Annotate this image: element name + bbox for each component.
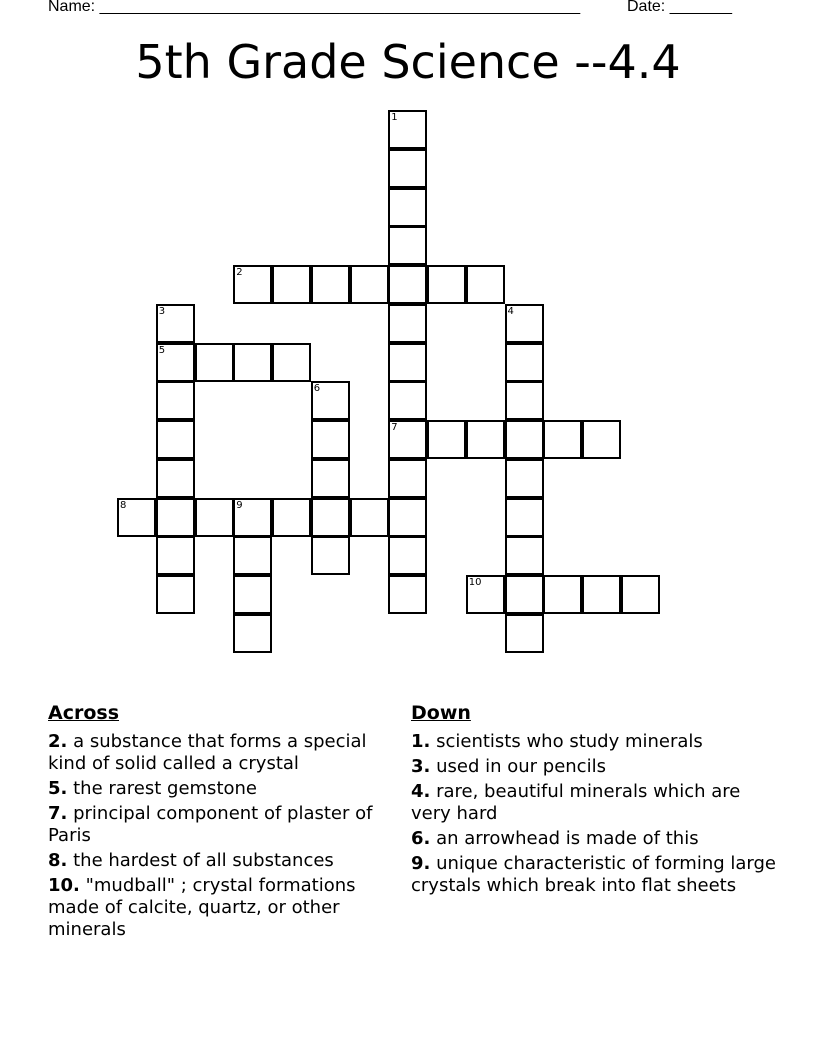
clue-across-10 (48, 875, 408, 941)
clue-number: 1. (411, 731, 431, 752)
crossword-cell[interactable] (156, 420, 195, 459)
crossword-cell[interactable] (466, 575, 505, 614)
crossword-cell[interactable] (311, 381, 350, 420)
crossword-cell[interactable] (505, 575, 544, 614)
crossword-cell[interactable] (388, 575, 427, 614)
crossword-cell[interactable] (388, 498, 427, 537)
crossword-cell[interactable] (388, 265, 427, 304)
crossword-cell[interactable] (233, 265, 272, 304)
crossword-cell[interactable] (582, 575, 621, 614)
clue-across-7 (48, 803, 408, 847)
clue-text: unique characteristic of forming large crystals which break into flat sheets (411, 853, 777, 896)
cell-number: 4 (507, 305, 514, 317)
crossword-cell[interactable] (427, 420, 466, 459)
clue-down-9 (411, 853, 781, 897)
crossword-cell[interactable] (427, 265, 466, 304)
clue-text: the rarest gemstone (67, 778, 257, 799)
clue-down-4 (411, 781, 781, 825)
crossword-cell[interactable] (156, 304, 195, 343)
crossword-cell[interactable] (505, 498, 544, 537)
across-heading: Across (48, 702, 120, 724)
crossword-cell[interactable] (388, 459, 427, 498)
crossword-cell[interactable] (505, 304, 544, 343)
clue-down-1 (411, 731, 781, 753)
crossword-cell[interactable] (388, 149, 427, 188)
crossword-cell[interactable] (505, 343, 544, 382)
crossword-cell[interactable] (195, 498, 234, 537)
across-clues (48, 700, 408, 944)
crossword-cell[interactable] (388, 304, 427, 343)
clue-number: 7. (48, 803, 68, 824)
crossword-cell[interactable] (505, 614, 544, 653)
clue-text: scientists who study minerals (430, 731, 703, 752)
crossword-cell[interactable] (388, 343, 427, 382)
clue-number: 3. (411, 756, 431, 777)
crossword-cell[interactable] (388, 110, 427, 149)
crossword-cell[interactable] (233, 498, 272, 537)
crossword-cell[interactable] (388, 226, 427, 265)
crossword-cell[interactable] (582, 420, 621, 459)
clue-number: 8. (48, 850, 68, 871)
clue-number: 2. (48, 731, 68, 752)
crossword-cell[interactable] (233, 536, 272, 575)
crossword-cell[interactable] (505, 420, 544, 459)
crossword-cell[interactable] (466, 265, 505, 304)
crossword-cell[interactable] (272, 498, 311, 537)
crossword-cell[interactable] (156, 381, 195, 420)
crossword-cell[interactable] (505, 459, 544, 498)
clue-number: 10. (48, 875, 80, 896)
cell-number: 6 (313, 383, 321, 395)
crossword-cell[interactable] (156, 575, 195, 614)
crossword-cell[interactable] (388, 536, 427, 575)
name-field-label: Name: ______________________________________________________ (48, 0, 581, 15)
crossword-cell[interactable] (311, 536, 350, 575)
clue-text: "mudball" ; crystal formations made of calcite, quartz, or other minerals (48, 875, 356, 940)
clue-text: used in our pencils (430, 756, 606, 777)
crossword-cell[interactable] (621, 575, 660, 614)
cell-number: 10 (468, 577, 482, 588)
crossword-cell[interactable] (156, 498, 195, 537)
crossword-cell[interactable] (543, 420, 582, 459)
clue-number: 5. (48, 778, 68, 799)
crossword-cell[interactable] (388, 381, 427, 420)
crossword-cell[interactable] (466, 420, 505, 459)
crossword-cell[interactable] (156, 459, 195, 498)
down-clues (411, 700, 781, 900)
clue-across-8 (48, 850, 408, 872)
cell-number: 9 (236, 499, 243, 511)
crossword-cell[interactable] (388, 188, 427, 227)
clue-down-6 (411, 828, 781, 850)
clue-text: a substance that forms a special kind of solid called a crystal (48, 731, 367, 774)
clue-down-3 (411, 756, 781, 778)
clue-across-2 (48, 731, 408, 775)
down-heading: Down (411, 702, 471, 724)
clue-number: 6. (411, 828, 431, 849)
date-field-label: Date: _______ (627, 0, 732, 15)
crossword-cell[interactable] (117, 498, 156, 537)
crossword-cell[interactable] (195, 343, 234, 382)
cell-number: 5 (158, 344, 166, 356)
clue-across-5 (48, 778, 408, 800)
crossword-cell[interactable] (311, 420, 350, 459)
cell-number: 1 (391, 112, 398, 123)
clue-text: the hardest of all substances (67, 850, 334, 871)
crossword-cell[interactable] (505, 381, 544, 420)
clue-number: 4. (411, 781, 431, 802)
crossword-cell[interactable] (388, 420, 427, 459)
crossword-cell[interactable] (311, 265, 350, 304)
crossword-cell[interactable] (505, 536, 544, 575)
crossword-cell[interactable] (233, 614, 272, 653)
crossword-cell[interactable] (350, 265, 389, 304)
crossword-cell[interactable] (543, 575, 582, 614)
clue-text: rare, beautiful minerals which are very hard (411, 781, 741, 824)
page-title: 5th Grade Science --4.4 (135, 35, 681, 89)
clue-text: an arrowhead is made of this (430, 828, 699, 849)
crossword-cell[interactable] (233, 343, 272, 382)
clue-number: 9. (411, 853, 431, 874)
crossword-cell[interactable] (233, 575, 272, 614)
crossword-cell[interactable] (311, 459, 350, 498)
crossword-cell[interactable] (350, 498, 389, 537)
cell-number: 8 (120, 499, 127, 511)
crossword-cell[interactable] (272, 343, 311, 382)
cell-number: 7 (391, 422, 398, 433)
crossword-cell[interactable] (272, 265, 311, 304)
cell-number: 2 (236, 267, 243, 278)
clue-text: principal component of plaster of Paris (48, 803, 373, 846)
crossword-cell[interactable] (156, 343, 195, 382)
crossword-cell[interactable] (311, 498, 350, 537)
crossword-cell[interactable] (156, 536, 195, 575)
cell-number: 3 (158, 305, 166, 317)
